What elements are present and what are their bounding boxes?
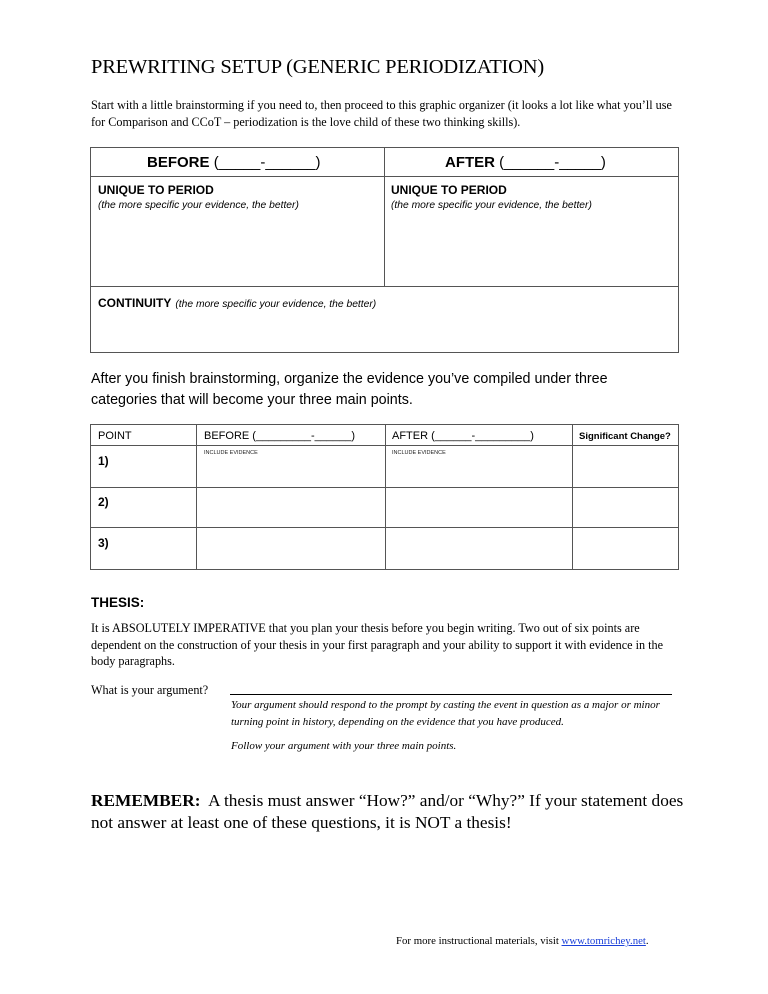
- after-unique-title: UNIQUE TO PERIOD: [391, 183, 507, 197]
- col-after-header: AFTER (______-_________): [392, 430, 534, 442]
- organize-instructions: After you finish brainstorming, organize the evidence you’ve compiled under three categories that will become your three main points.: [91, 371, 608, 408]
- before-include-evidence: INCLUDE EVIDENCE: [204, 450, 258, 456]
- argument-answer-line[interactable]: [230, 694, 672, 695]
- argument-note: Your argument should respond to the prompt by casting the event in question as a major or minor turning point in history, depending on the evidence that you have produced.: [231, 699, 660, 728]
- periodization-organizer-table: [90, 147, 679, 353]
- col-before-header: BEFORE (_________-______): [204, 430, 356, 442]
- remember-label: REMEMBER:: [91, 791, 201, 810]
- argument-follow-note: Follow your argument with your three main points.: [231, 740, 457, 752]
- row-3-label: 3): [98, 536, 109, 550]
- page-title: PREWRITING SETUP (GENERIC PERIODIZATION): [91, 56, 545, 78]
- thesis-heading: THESIS:: [91, 595, 145, 610]
- continuity-note: (the more specific your evidence, the better): [175, 299, 377, 310]
- footer-link[interactable]: www.tomrichey.net: [561, 935, 646, 947]
- remember-text: A thesis must answer “How?” and/or “Why?” If your statement does not answer at least one of these questions, it is NOT a thesis!: [91, 791, 684, 832]
- thesis-body: It is ABSOLUTELY IMPERATIVE that you plan your thesis before you begin writing. Two out of six points are dependent on the construction of your thesis in your first paragraph and your ability to support it with evidence in the body paragraphs.: [91, 621, 664, 668]
- col-point-header: POINT: [98, 430, 132, 442]
- continuity-title: CONTINUITY: [98, 296, 172, 310]
- remember-note: [91, 790, 691, 833]
- after-header: AFTER (______-_____): [445, 154, 606, 171]
- continuity-row: [98, 294, 376, 312]
- col-significant-change-header: Significant Change?: [579, 431, 671, 442]
- row-1-label: 1): [98, 454, 109, 468]
- intro-paragraph: Start with a little brainstorming if you need to, then proceed to this graphic organizer (it looks a lot like what you’ll use for Comparison and CCoT – periodization is the love child of these two thinking skills).: [91, 98, 672, 129]
- after-unique-note: (the more specific your evidence, the better): [391, 200, 592, 211]
- before-unique-title: UNIQUE TO PERIOD: [98, 183, 214, 197]
- after-include-evidence: INCLUDE EVIDENCE: [392, 450, 446, 456]
- before-unique-note: (the more specific your evidence, the better): [98, 200, 299, 211]
- before-header: BEFORE (_____-______): [147, 154, 321, 171]
- main-points-table: [90, 424, 679, 570]
- row-2-label: 2): [98, 495, 109, 509]
- footer: For more instructional materials, visit www.tomrichey.net.: [396, 935, 649, 947]
- argument-question: What is your argument?: [91, 683, 209, 697]
